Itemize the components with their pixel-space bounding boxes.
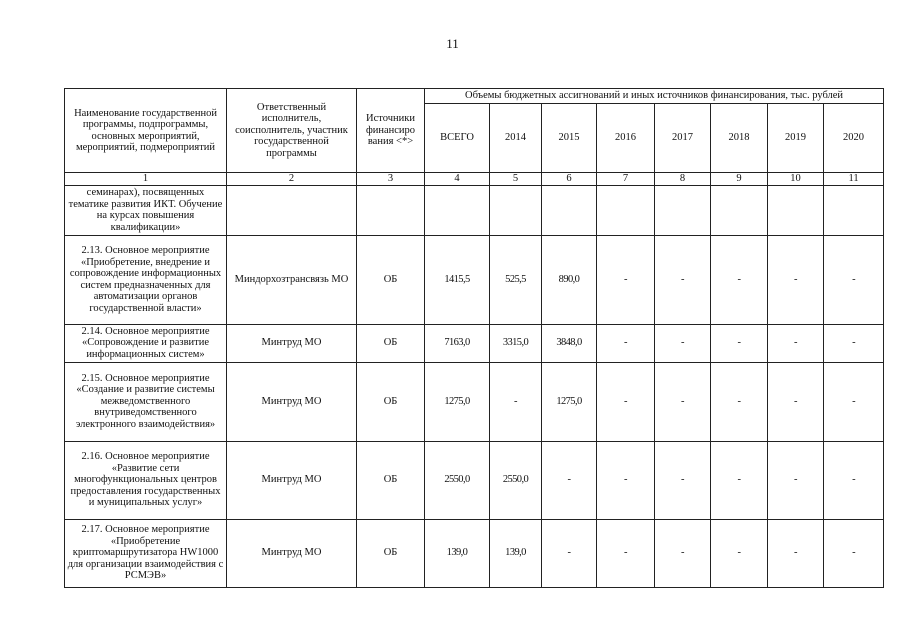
row-value: - (542, 519, 597, 587)
row-value (655, 185, 711, 235)
header-executor: Ответственный исполнитель, соисполнитель, участник государственной программы (227, 89, 357, 173)
row-value: - (655, 362, 711, 441)
row-value: - (655, 441, 711, 519)
column-number: 1 (65, 173, 227, 186)
row-value: - (824, 362, 884, 441)
row-value (711, 185, 768, 235)
row-value (768, 185, 824, 235)
row-value: 3315,0 (490, 324, 542, 362)
header-year-2018: 2018 (711, 104, 768, 173)
row-value: - (711, 441, 768, 519)
row-executor: Минтруд МО (227, 362, 357, 441)
header-year-2015: 2015 (542, 104, 597, 173)
row-executor: Минтруд МО (227, 519, 357, 587)
column-number: 9 (711, 173, 768, 186)
row-value: - (655, 519, 711, 587)
budget-table (64, 88, 884, 588)
table-row (65, 362, 884, 441)
column-number: 8 (655, 173, 711, 186)
row-value: 890,0 (542, 235, 597, 324)
row-executor: Минтруд МО (227, 324, 357, 362)
row-value: - (824, 324, 884, 362)
column-number: 10 (768, 173, 824, 186)
row-total (425, 185, 490, 235)
row-value: - (711, 519, 768, 587)
row-value (542, 185, 597, 235)
row-value: 2550,0 (490, 441, 542, 519)
row-value: - (655, 324, 711, 362)
page-number: 11 (446, 36, 459, 51)
header-year-2019: 2019 (768, 104, 824, 173)
row-value: 1275,0 (542, 362, 597, 441)
column-number: 3 (357, 173, 425, 186)
row-source: ОБ (357, 519, 425, 587)
row-value: 139,0 (490, 519, 542, 587)
row-total: 1275,0 (425, 362, 490, 441)
row-value: - (768, 441, 824, 519)
row-value: - (597, 441, 655, 519)
row-value: - (824, 441, 884, 519)
row-value: - (597, 519, 655, 587)
row-value: - (542, 441, 597, 519)
row-value: 3848,0 (542, 324, 597, 362)
header-source: Источники финансиро вания <*> (357, 89, 425, 173)
row-value: - (490, 362, 542, 441)
row-executor: Минтруд МО (227, 441, 357, 519)
table-row (65, 519, 884, 587)
row-value: - (597, 235, 655, 324)
header-year-2014: 2014 (490, 104, 542, 173)
row-value: - (597, 324, 655, 362)
row-value: - (711, 235, 768, 324)
row-value: - (768, 324, 824, 362)
row-value: - (824, 519, 884, 587)
row-total: 139,0 (425, 519, 490, 587)
header-total: ВСЕГО (425, 104, 490, 173)
header-year-2020: 2020 (824, 104, 884, 173)
column-number: 7 (597, 173, 655, 186)
row-total: 1415,5 (425, 235, 490, 324)
column-number: 11 (824, 173, 884, 186)
row-name: семинарах), посвященных тематике развития ИКТ. Обучение на курсах повышения квалификации» (65, 185, 227, 235)
row-value: - (768, 362, 824, 441)
row-value (824, 185, 884, 235)
row-value: - (711, 324, 768, 362)
row-source: ОБ (357, 324, 425, 362)
row-value: - (655, 235, 711, 324)
table-row (65, 441, 884, 519)
column-number: 6 (542, 173, 597, 186)
header-year-2016: 2016 (597, 104, 655, 173)
row-total: 7163,0 (425, 324, 490, 362)
column-number-row (65, 173, 884, 186)
row-name: 2.15. Основное мероприятие «Создание и развитие системы межведомственного внутриведомственного электронного взаимодействия» (65, 362, 227, 441)
row-value: - (824, 235, 884, 324)
table-row (65, 185, 884, 235)
row-executor (227, 185, 357, 235)
row-name: 2.14. Основное мероприятие «Сопровождение и развитие информационных систем» (65, 324, 227, 362)
row-source (357, 185, 425, 235)
row-value: - (768, 519, 824, 587)
column-number: 5 (490, 173, 542, 186)
column-number: 2 (227, 173, 357, 186)
row-value: - (597, 362, 655, 441)
row-value: - (711, 362, 768, 441)
row-source: ОБ (357, 235, 425, 324)
row-name: 2.13. Основное мероприятие «Приобретение, внедрение и сопровождение информационных систем предназначенных для автоматизации органов государственной власти» (65, 235, 227, 324)
row-total: 2550,0 (425, 441, 490, 519)
table-row (65, 324, 884, 362)
header-volumes: Объемы бюджетных ассигнований и иных источников финансирования, тыс. рублей (425, 89, 884, 104)
row-value (597, 185, 655, 235)
row-source: ОБ (357, 362, 425, 441)
row-name: 2.17. Основное мероприятие «Приобретение криптомаршрутизатора HW1000 для организации взаимодействия с РСМЭВ» (65, 519, 227, 587)
header-name: Наименование государственной программы, подпрограммы, основных мероприятий, мероприятий, подмероприятий (65, 89, 227, 173)
header-year-2017: 2017 (655, 104, 711, 173)
row-value: 525,5 (490, 235, 542, 324)
row-value: - (768, 235, 824, 324)
column-number: 4 (425, 173, 490, 186)
row-value (490, 185, 542, 235)
row-executor: Миндорхозтрансвязь МО (227, 235, 357, 324)
row-source: ОБ (357, 441, 425, 519)
table-row (65, 235, 884, 324)
row-name: 2.16. Основное мероприятие «Развитие сети многофункциональных центров предоставления государственных и муниципальных услуг» (65, 441, 227, 519)
